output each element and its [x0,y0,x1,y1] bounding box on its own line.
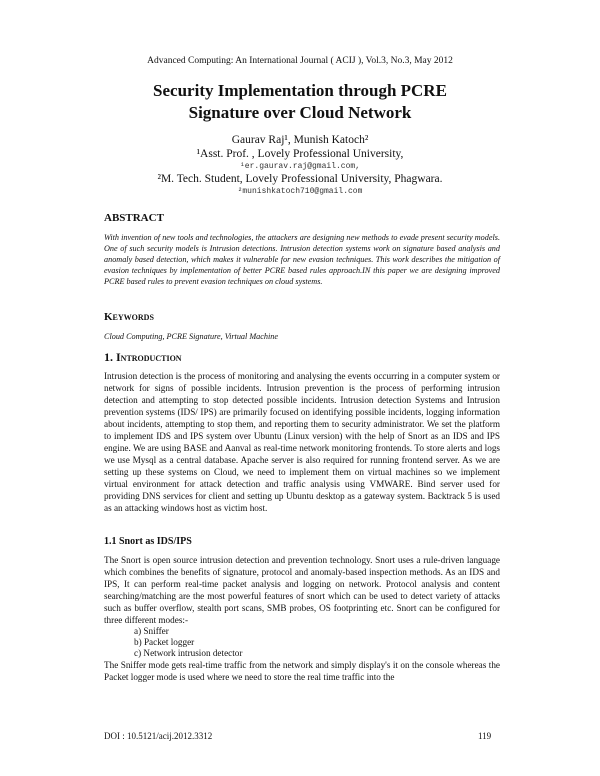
paper-title [0,80,600,124]
list-item: b) Packet logger [134,637,195,647]
keywords-text: Cloud Computing, PCRE Signature, Virtual Machine [104,332,278,341]
email-2: ²munishkatoch710@gmail.com [237,187,363,196]
author-block [0,133,600,197]
snort-heading: 1.1 Snort as IDS/IPS [104,536,192,547]
author-names: Gaurav Raj¹, Munish Katoch² [231,134,369,146]
title-line-2: Signature over Cloud Network [188,103,412,122]
introduction-heading: 1. Introduction [104,350,182,364]
introduction-text: Intrusion detection is the process of monitoring and analysing the events occurring in a computer system or network for signs of possible incidents. Intrusion prevention is the process of performing intrusion detection and attempting to stop detected possible incidents. Intrusion detection Systems and Intrusion prevention systems (IDS/ IPS) are primarily focused on identifying possible incidents, logging information about incidents, attempting to stop them, and reporting them to security administrator. We set the platform to implement IDS and IPS system over Ubuntu (Linux version) with the help of Snort as an IDS and IPS engine. We are using BASE and Aanval as real-time network monitoring frontends. To store alerts and logs we use Mysql as a central database. Apache server is also required for running frontend server. As we are setting up these systems on Cloud, we need to implement them on virtual machines so we implement virtual environment for attack detection and traffic analysis using VMWARE. Bind server used for providing DNS services for client and setting up Ubuntu desktop as a gateway system. Backtrack 5 is used as an attacking windows host as victim host. [104,371,500,513]
snort-text: The Snort is open source intrusion detection and prevention technology. Snort uses a rule-driven language which combines the benefits of signature, protocol and anomaly-based inspection methods. As an IDS and IPS, It can perform real-time packet analysis and logging on network. Protocol analysis and content searching/matching are the most powerful features of snort which can be used to detect variety of attacks such as buffer overflow, stealth port scans, SMB probes, OS footprinting etc. Snort can be configured for three different modes:- [104,555,500,625]
snort-section [104,536,500,683]
affiliation-2: ²M. Tech. Student, Lovely Professional University, Phagwara. [157,173,443,185]
abstract-text: With invention of new tools and technologies, the attackers are designing new methods to evade present security models. One of such security models is Intrusion detections. Intrusion detection systems work on signature based analysis and anomaly based detection, which makes it vulnerable for new evasion techniques. This work describes the mitigation of evasion techniques by implementation of better PCRE based rules approach.IN this paper we are designing improved PCRE based rules to prevent evasion techniques on cloud systems. [104,233,500,286]
keywords-section [104,311,500,342]
list-item: c) Network intrusion detector [134,648,243,658]
list-item: a) Sniffer [134,626,169,636]
abstract-section [104,212,500,287]
email-1: ¹er.gaurav.raj@gmail.com, [239,162,361,171]
journal-header: Advanced Computing: An International Journal ( ACIJ ), Vol.3, No.3, May 2012 [147,56,453,66]
page-number: 119 [478,731,492,741]
title-line-1: Security Implementation through PCRE [153,81,447,100]
snort-after-text: The Sniffer mode gets real-time traffic from the network and simply display's it on the console whereas the Packet logger mode is used where we need to store the real time traffic into the [104,660,500,682]
snort-modes-list [104,626,500,659]
affiliation-1: ¹Asst. Prof. , Lovely Professional University, [196,148,404,160]
doi: DOI : 10.5121/acij.2012.3312 [104,731,213,741]
introduction-section [104,350,500,514]
abstract-heading: ABSTRACT [104,212,164,224]
keywords-heading: Keywords [104,311,154,323]
